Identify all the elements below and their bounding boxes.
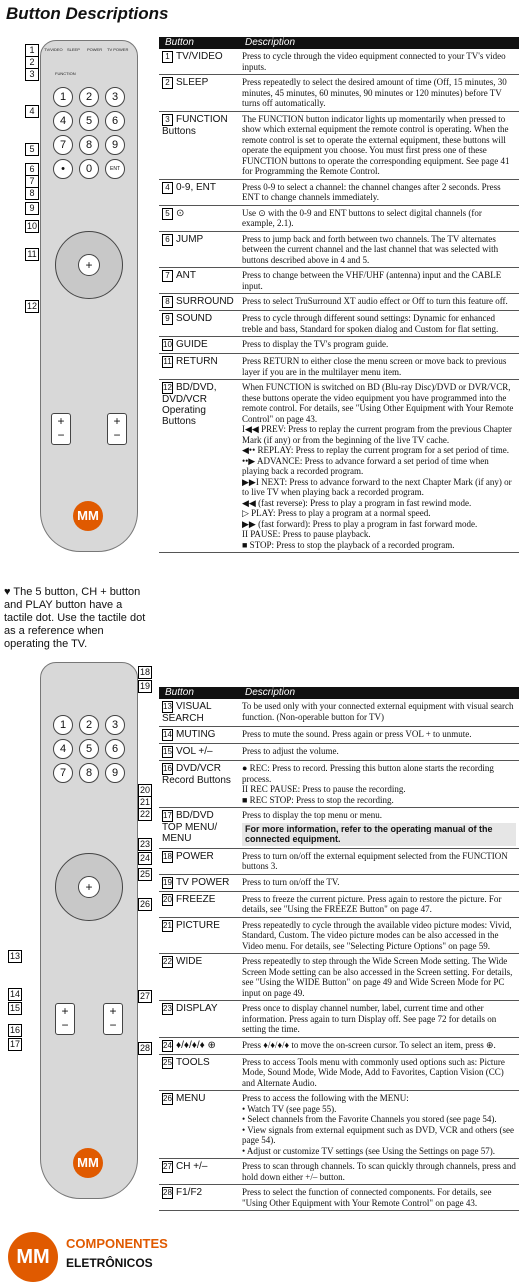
button-name-cell [159,1054,239,1091]
button-number: 19 [163,877,172,887]
callout-19: 19 [139,681,150,691]
description-text: Press to display the top menu or menu. [242,810,382,820]
button-name: RETURN [176,356,218,367]
page-title: Button Descriptions [6,4,169,23]
digit-9-button: 9 [105,135,125,155]
button-number: 15 [163,747,172,756]
description-cell [239,380,519,553]
button-name-cell [159,49,239,75]
mm-logo-icon: MM [73,501,103,531]
table-row [159,231,519,268]
table-row [159,268,519,294]
button-name-cell [159,727,239,744]
button-name: 0-9, ENT [176,181,217,193]
description-subitem: ◀•• REPLAY: Press to replay the current program for a set period of time. [242,445,510,455]
table-row [159,1037,519,1054]
description-cell [239,1185,519,1211]
table-row [159,727,519,744]
description-cell [239,75,519,112]
button-name: F1/F2 [176,1187,203,1198]
table-row [159,311,519,337]
ch-rocker: + − [103,1003,123,1035]
button-number: 27 [163,1162,172,1171]
table-row [159,874,519,891]
digit-9-button: 9 [105,763,125,783]
remote-label-power: POWER [87,47,103,52]
description-text: Press to display the TV's program guide. [242,339,389,349]
description-text: ● REC: Press to record. Pressing this button alone starts the recording process. [242,763,494,784]
description-subitem: ••▶ ADVANCE: Press to advance forward a set period of time when playing back a recorded program. [242,455,489,476]
digit-7-button: 7 [53,763,73,783]
description-subitem: ▷ PLAY: Press to play a program at a normal speed. [242,508,431,518]
description-text: Press to select the function of connected components. For details, see "Using Other Equipment with Your Remote Control" on page 43. [242,1187,492,1208]
digit-2-button: 2 [79,715,99,735]
button-name-cell [159,111,239,179]
description-text: Press to access Tools menu with commonly used options such as: Picture Mode, Sound Mode, Wide Mode, Add to Favorites, Caption Vision (CC) and Alternate Audio. [242,1056,505,1088]
table-row [159,1091,519,1159]
callout-1: 1 [25,44,39,57]
button-number: 24 [163,1040,172,1050]
button-name-cell [159,1001,239,1038]
button-number: 20 [163,894,172,904]
description-text: Use ⊙ with the 0-9 and ENT buttons to select digital channels (for example, 2.1). [242,207,482,228]
button-name: SOUND [176,313,213,324]
button-name: JUMP [176,233,204,245]
digit-1-button: 1 [53,715,73,735]
callout-4: 4 [25,105,39,118]
callout-22: 22 [139,809,150,819]
button-name-cell [159,231,239,268]
button-name-cell [159,954,239,1001]
button-name: ANT [176,270,196,281]
button-name-cell [159,294,239,311]
description-cell [239,808,519,849]
remote-control-image-1 [40,40,138,552]
description-text: Press ♦/♦/♦/♦ to move the on-screen cursor. To select an item, press ⊕. [242,1039,496,1050]
digit-6-button: 6 [105,111,125,131]
button-name: PICTURE [176,919,220,931]
table-row [159,1185,519,1211]
button-name: DVD/VCR Record Buttons [162,763,231,786]
description-subitem: • View signals from external equipment such as DVD, VCR and others (see page 54). [242,1124,514,1145]
tactile-dot-icon: ♥ [4,586,14,598]
callout-28: 28 [139,1043,150,1053]
description-cell [239,744,519,761]
button-name-cell [159,337,239,354]
button-name: FREEZE [176,893,216,905]
table-row [159,744,519,761]
callout-21: 21 [139,797,150,807]
button-name: FUNCTION Buttons [162,113,228,137]
button-number: 7 [162,270,173,282]
button-name: WIDE [176,956,203,967]
description-text: Press 0-9 to select a channel: the channel changes after 2 seconds. Press ENT to change channels immediately. [242,181,501,202]
description-cell [239,1159,519,1185]
callout-10: 10 [26,221,37,231]
button-name: CH +/– [176,1161,208,1172]
button-name: POWER [176,850,214,862]
description-cell [239,1001,519,1038]
tactile-dot-note [4,586,150,651]
table-row [159,49,519,75]
table-row [159,1159,519,1185]
button-number: 16 [163,764,172,773]
button-number: 22 [163,957,172,966]
description-subitem: • Select channels from the Favorite Channels you stored (see page 54). [242,1114,497,1124]
button-name: DISPLAY [176,1003,218,1014]
remote-label-tv-video: TV/VIDEO [44,47,63,52]
button-name: SURROUND [176,296,234,307]
callout-15: 15 [9,1003,20,1013]
description-cell [239,954,519,1001]
description-text: Press repeatedly to select the desired amount of time (Off, 15 minutes, 30 minutes, 45 minutes, 60 minutes, 90 minutes or 120 minutes) before TV turns off automatically. [242,77,507,108]
table-row [159,380,519,553]
description-subitem: ▶▶ (fast forward): Press to play a program in fast forward mode. [242,518,478,529]
description-cell [239,49,519,75]
button-number: 21 [163,920,172,930]
digit-6-button: 6 [105,739,125,759]
callout-17: 17 [9,1039,20,1049]
table-row [159,337,519,354]
description-cell [239,179,519,205]
callout-16: 16 [9,1025,20,1035]
button-number: 4 [162,182,173,194]
table-row [159,891,519,917]
button-name: BD/DVD TOP MENU/ MENU [162,810,218,844]
callout-5: 5 [25,143,39,156]
button-table-2 [159,687,519,1211]
button-number: 14 [163,730,172,739]
table-row [159,1001,519,1038]
description-subitem: • Adjust or customize TV settings (see Using the Settings on page 57). [242,1145,496,1156]
button-name: TV/VIDEO [176,51,223,62]
callout-25: 25 [139,869,150,879]
remote-label-tv-power: TV POWER [107,47,129,52]
description-cell [239,231,519,268]
callout-2: 2 [25,56,39,69]
description-cell [239,337,519,354]
button-name-cell [159,75,239,112]
button-name: BD/DVD, DVD/VCR Operating Buttons [162,382,217,427]
table-row [159,848,519,874]
button-name: SLEEP [176,77,209,88]
description-cell [239,917,519,954]
description-subitem: II REC PAUSE: Press to pause the recording. [242,784,406,794]
description-text: Press to turn on/off the TV. [242,876,340,887]
callout-11: 11 [25,248,39,261]
description-cell [239,848,519,874]
callout-14: 14 [9,989,20,999]
table-row [159,205,519,231]
digit-2-button: 2 [79,87,99,107]
vol-rocker: + − [51,413,71,445]
info-note: For more information, refer to the operating manual of the connected equipment. [242,823,516,846]
remote-control-image-2 [40,662,138,1199]
button-name: ♦/♦/♦/♦ ⊕ [176,1039,216,1051]
description-subitem: ▶▶I NEXT: Press to advance forward to the next Chapter Mark (if any) or to live TV when playing back a recorded program. [242,476,512,497]
description-subitem: ■ REC STOP: Press to stop the recording. [242,794,394,805]
button-name-cell [159,179,239,205]
button-name: ⊙ [176,207,185,219]
button-number: 17 [163,811,172,820]
callout-24: 24 [139,853,150,863]
mm-logo-icon: MM [73,1148,103,1178]
callout-23: 23 [139,839,150,849]
button-name: VISUAL SEARCH [162,701,212,724]
header-description: Description [239,37,519,49]
description-text: Press to scan through channels. To scan quickly through channels, press and hold down either +/– button. [242,1161,516,1182]
button-name-cell [159,1159,239,1185]
description-text: Press to select TruSurround XT audio effect or Off to turn this feature off. [242,296,508,306]
brand-name-line2: ELETRÔNICOS [66,1256,153,1270]
button-number: 18 [163,851,172,861]
description-text: Press to freeze the current picture. Press again to restore the picture. For details, see "Using the FREEZE Button" on page 47. [242,893,502,914]
button-number: 12 [163,383,172,392]
description-cell [239,874,519,891]
button-number: 26 [163,1094,172,1103]
button-name-cell [159,699,239,727]
button-name: TOOLS [176,1056,210,1068]
callout-26: 26 [139,899,150,909]
button-name-cell [159,354,239,380]
button-number: 6 [162,234,173,246]
description-cell [239,111,519,179]
description-text: Press to cycle through the video equipment connected to your TV's video inputs. [242,51,506,72]
button-name-cell [159,808,239,849]
button-number: 11 [163,357,172,366]
callout-8: 8 [25,187,39,200]
callout-9: 9 [25,202,39,215]
button-name-cell [159,744,239,761]
table-row [159,808,519,849]
description-text: When FUNCTION is switched on BD (Blu-ray Disc)/DVD or DVR/VCR, these buttons operate the video equipment you have programmed into the remote control. For details, see "Using Other Equipment with Your Remote Control" on page 43. [242,382,514,424]
digit-8-button: 8 [79,135,99,155]
description-text: Press to cycle through different sound settings: Dynamic for enhanced treble and bass, Standard for spoken dialog and Custom for flat setting. [242,313,499,334]
ent-button: ENT [105,159,125,179]
select-button: + [78,254,100,276]
button-name-cell [159,848,239,874]
button-number: 3 [162,114,173,126]
digit-3-button: 3 [105,87,125,107]
description-cell [239,1091,519,1159]
remote-label-sleep: SLEEP [67,47,80,52]
remote-illustrations [0,30,168,1280]
button-name: MUTING [176,729,216,740]
table-row [159,954,519,1001]
vol-rocker: + − [55,1003,75,1035]
digit-0-button: 0 [79,159,99,179]
description-text: Press repeatedly to step through the Wide Screen Mode setting. The Wide Screen Mode setting can be also accessed in the Screen setting. For details, see "Using the WIDE Button" on page 49 and Wide Screen Mode for PC input on page 49. [242,956,513,998]
description-cell [239,294,519,311]
description-cell [239,891,519,917]
description-text: Press to adjust the volume. [242,746,339,756]
button-name-cell [159,891,239,917]
button-name-cell [159,874,239,891]
description-subitem: ■ STOP: Press to stop the playback of a recorded program. [242,539,455,550]
table-row [159,75,519,112]
digit-5-button: 5 [79,739,99,759]
mm-logo-icon: MM [8,1232,58,1282]
digit-4-button: 4 [53,111,73,131]
description-text: The FUNCTION button indicator lights up momentarily when pressed to show which external equipment the remote control is operating. When the remote control is set to operate the external equipment, these buttons will operate the equipment you choose. You must first press one of these FUNCTION buttons to operate the corresponding equipment. See page 41 for Programming the Remote Control. [242,113,510,176]
table-row [159,1054,519,1091]
callout-18: 18 [139,667,150,677]
description-text: To be used only with your connected external equipment with visual search function. (Non-operable button for TV) [242,701,514,722]
description-text: Press to access the following with the MENU: [242,1093,409,1103]
callout-3: 3 [25,68,39,81]
button-name-cell [159,380,239,553]
button-number: 25 [163,1057,172,1067]
table-row [159,917,519,954]
callout-13: 13 [9,951,20,961]
button-name-cell [159,1185,239,1211]
button-name: TV POWER [176,876,230,888]
button-name: VOL +/– [176,746,213,757]
button-number: 10 [163,340,172,349]
table-row [159,699,519,727]
table-row [159,294,519,311]
button-name: MENU [176,1093,206,1104]
digit-4-button: 4 [53,739,73,759]
digit-3-button: 3 [105,715,125,735]
button-name-cell [159,1037,239,1054]
button-number: 28 [163,1188,172,1197]
table-row [159,354,519,380]
callout-7: 7 [25,175,39,188]
button-name: GUIDE [176,339,208,350]
button-number: 23 [163,1004,172,1013]
button-number: 2 [162,77,173,89]
table-row [159,111,519,179]
description-text: Press to turn on/off the external equipment selected from the FUNCTION buttons 3. [242,850,508,871]
header-description: Description [239,687,519,699]
description-cell [239,268,519,294]
description-cell [239,761,519,808]
table-row [159,179,519,205]
description-text: Press to change between the VHF/UHF (antenna) input and the CABLE input. [242,270,502,291]
select-button: + [78,876,100,898]
note-text: The 5 button, CH + button and PLAY button have a tactile dot. Use the tactile dot as a reference when operating the TV. [4,586,146,650]
remote-label-function: FUNCTION [55,71,76,76]
description-subitem: II PAUSE: Press to pause playback. [242,529,371,539]
button-name-cell [159,917,239,954]
callout-27: 27 [139,991,150,1001]
description-text: Press repeatedly to cycle through the available video picture modes: Vivid, Standard, Custom. The video picture modes can be also accessed in the Video menu. For details, see "Selecting Picture Options" on page 59. [242,919,512,951]
button-name-cell [159,1091,239,1159]
description-text: Press RETURN to either close the menu screen or move back to previous layer if you are in the multilayer menu item. [242,356,507,377]
description-cell [239,1037,519,1054]
dot-button: • [53,159,73,179]
button-name-cell [159,268,239,294]
header-button: Button [159,37,239,49]
brand-logo [8,1226,168,1286]
digit-5-button: 5 [79,111,99,131]
digit-1-button: 1 [53,87,73,107]
description-cell [239,699,519,727]
button-table-1 [159,37,519,553]
button-number: 8 [162,296,173,308]
digit-7-button: 7 [53,135,73,155]
button-number: 5 [162,208,173,220]
description-subitem: • Watch TV (see page 55). [242,1103,337,1114]
callout-6: 6 [25,163,39,176]
description-text: Press to mute the sound. Press again or press VOL + to unmute. [242,729,472,739]
description-text: Press to jump back and forth between two channels. The TV alternates between the current channel and the last channel that was selected with buttons described above in 4 and 5. [242,233,499,265]
description-cell [239,727,519,744]
description-cell [239,205,519,231]
description-text: Press once to display channel number, label, current time and other information. Press again to turn Display off. See page 72 for details on setting the time. [242,1003,497,1034]
button-number: 1 [162,51,173,63]
brand-name-line1: COMPONENTES [66,1236,168,1251]
button-name-cell [159,761,239,808]
description-subitem: I◀◀ PREV: Press to replay the current program from the previous Chapter Mark (if any) or from the beginning of the live TV cache. [242,424,512,445]
description-cell [239,354,519,380]
callout-12: 12 [26,301,37,311]
description-cell [239,311,519,337]
header-button: Button [159,687,239,699]
button-number: 9 [162,313,173,325]
table-row [159,761,519,808]
button-name-cell [159,311,239,337]
description-cell [239,1054,519,1091]
description-subitem: ◀◀ (fast reverse): Press to play a program in fast rewind mode. [242,497,472,508]
callout-20: 20 [139,785,150,795]
digit-8-button: 8 [79,763,99,783]
ch-rocker: + − [107,413,127,445]
button-number: 13 [163,702,172,711]
button-name-cell [159,205,239,231]
